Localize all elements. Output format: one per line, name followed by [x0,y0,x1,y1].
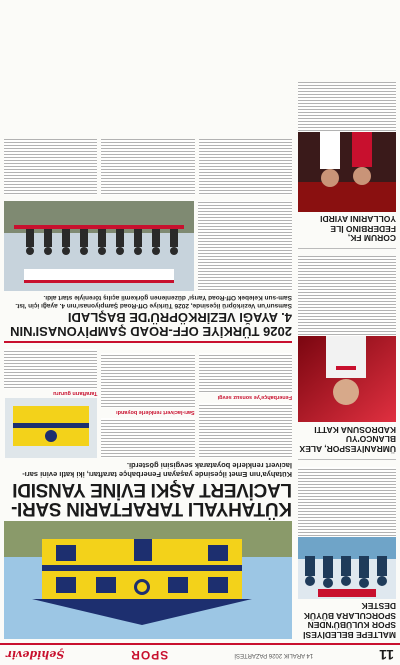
sidebar-body-2 [298,257,396,337]
house-detail-photo [4,398,97,458]
offroad-body-col-1 [198,198,292,291]
player-photo [298,337,396,423]
sidebar-headline-3: CORUM FK, FEDERBINO İLE YOLLARINI AYIRDI [320,214,396,244]
offroad-headline: 2026 TÜRKİYE OFF-ROAD ŞAMPİYONASI'NIN 4. AYAĞI VEZİRKÖPRÜ'DE BAŞLADI [10,310,292,339]
fenerbahce-house-photo [4,521,292,639]
house-photo-graphic [4,521,292,639]
main-body [4,346,292,458]
body-lines-2 [199,353,292,393]
main-body-col-3 [4,346,97,458]
offroad-body [4,198,292,291]
sidebar-headline-1: MALTEPE BELEDİYESİ SPOR KULÜBÜ'NDEN SPORCULARA BÜYÜK DESTEK [303,601,396,640]
page-number: 11 [379,647,394,663]
main-subhead-2: Sarı-lacivert renklerle boyandı [116,409,195,415]
main-body-col-1 [199,346,292,458]
celebration-photo-graphic [298,132,396,212]
sidebar-headline-2: ÜMRANİYESPOR, ALEX BLANCO'YU KADROSUNA KATTI [299,425,396,454]
main-column [4,9,292,639]
offroad-lines-3 [101,139,194,195]
offroad-lines-2 [199,139,292,195]
offroad-deck: Samsun'un Vezirköprü ilçesinde, 2026 Türkiye Off-Road Şampiyonası'nın 4. ayağı için 'Ist. Sam-sun Kelebek Off-Road Yarışı' düzenlenen görkemli açılış töreniyle start aldı. [15,294,292,309]
dateline: 14 ARALIK 2026 PAZARTESİ [234,652,314,658]
section-title: SPOR [130,648,169,662]
offroad-body-2 [4,136,292,195]
section-divider [4,341,292,343]
main-deck: Kütahya'nın Emet ilçesinde yaşayan Fenerbahçe taraftarı, iki katlı evini sarı-lacivert renklerle boyatarak sevgisini gösterdi. [22,461,292,479]
athletes-photo [298,537,396,599]
page-header [0,643,400,665]
celebration-photo [298,132,396,212]
offroad-lines-4 [4,139,97,195]
offroad-lines-1 [198,201,292,291]
player-photo-graphic [298,337,396,423]
house-detail-graphic [5,398,97,458]
offroad-photo-wrap [4,198,194,291]
sidebar-body-3 [298,82,396,132]
sidebar-body-1 [298,467,396,537]
main-subhead-3: Taraftarın gururu [53,390,98,396]
main-headline: KÜTAHYALI TARAFTARIN SARI-LACİVERT AŞKI EVİNE YANSIDI [11,479,292,519]
main-body-col-2 [101,346,194,458]
athletes-photo-graphic [298,537,396,599]
body-lines-4 [101,353,194,408]
body-lines-3 [101,418,194,458]
sidebar-article-3 [298,75,396,243]
body-lines-1 [199,403,292,458]
body-lines-5 [4,349,97,389]
sidebar-column [298,9,396,639]
main-subhead-1: Fenerbahçe'ye sonsuz sevgi [217,394,292,400]
offroad-photo-graphic [4,201,194,291]
brand-logo: Şehidevir [6,648,65,662]
sidebar-article-2 [298,249,396,454]
offroad-group-photo [4,201,194,291]
sidebar-article-1 [298,459,396,639]
